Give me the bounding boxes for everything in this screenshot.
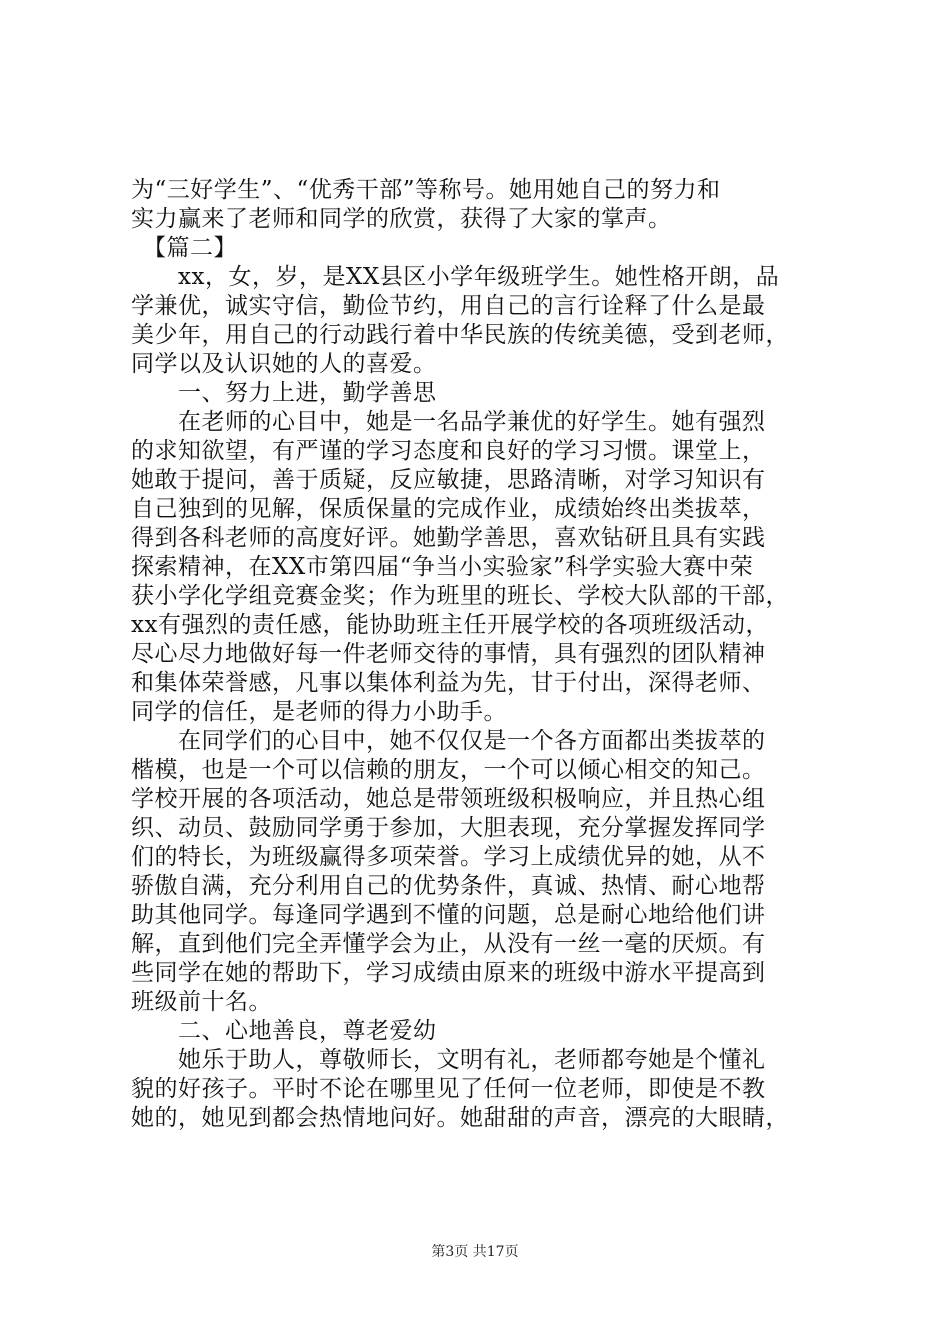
text-line: 为“三好学生”、“优秀干部”等称号。她用她自己的努力和	[131, 177, 721, 203]
text-line: 美少年，用自己的行动践行着中华民族的传统美德，受到老师，	[131, 322, 789, 348]
subsection-heading: 一、努力上进，勤学善思	[131, 380, 437, 406]
text-line: 在老师的心目中，她是一名品学兼优的好学生。她有强烈	[131, 409, 766, 435]
document-body	[131, 176, 831, 1133]
text-line: 和集体荣誉感，凡事以集体利益为先，甘于付出，深得老师、	[131, 670, 766, 696]
text-line: 得到各科老师的高度好评。她勤学善思，喜欢钻研且具有实践	[131, 525, 766, 551]
section-heading: 【篇二】	[131, 235, 237, 261]
text-line: 同学以及认识她的人的喜爱。	[131, 351, 437, 377]
text-line: 班级前十名。	[131, 989, 272, 1015]
text-line: 貌的好孩子。平时不论在哪里见了任何一位老师，即使是不教	[131, 1076, 766, 1102]
text-line: 助其他同学。每逢同学遇到不懂的问题，总是耐心地给他们讲	[131, 902, 766, 928]
text-line: 们的特长，为班级赢得多项荣誉。学习上成绩优异的她，从不	[131, 844, 766, 870]
text-line: 她敢于提问，善于质疑，反应敏捷，思路清晰，对学习知识有	[131, 467, 766, 493]
subsection-heading: 二、心地善良，尊老爱幼	[131, 1018, 437, 1044]
text-line: 探索精神，在XX市第四届“争当小实验家”科学实验大赛中荣	[131, 554, 754, 580]
text-line: 实力赢来了老师和同学的欣赏，获得了大家的掌声。	[131, 206, 672, 232]
text-line: 她的，她见到都会热情地问好。她甜甜的声音，漂亮的大眼睛，	[131, 1105, 789, 1131]
text-line: 学校开展的各项活动，她总是带领班级积极响应，并且热心组	[131, 786, 766, 812]
text-line: 解，直到他们完全弄懂学会为止，从没有一丝一毫的厌烦。有	[131, 931, 766, 957]
text-line: 织、动员、鼓励同学勇于参加，大胆表现，充分掌握发挥同学	[131, 815, 766, 841]
text-line: xx，女，岁，是XX县区小学年级班学生。她性格开朗，品	[131, 264, 780, 290]
text-line: 她乐于助人，尊敬师长，文明有礼，老师都夸她是个懂礼	[131, 1047, 766, 1073]
page-number-label: 第3页 共17页	[431, 1244, 519, 1260]
text-line: 同学的信任，是老师的得力小助手。	[131, 699, 507, 725]
text-line: 楷模，也是一个可以信赖的朋友，一个可以倾心相交的知己。	[131, 757, 766, 783]
page-footer	[0, 1243, 950, 1261]
text-line: 的求知欲望，有严谨的学习态度和良好的学习习惯。课堂上，	[131, 438, 766, 464]
text-line: 骄傲自满，充分利用自己的优势条件，真诚、热情、耐心地帮	[131, 873, 766, 899]
text-line: 尽心尽力地做好每一件老师交待的事情，具有强烈的团队精神	[131, 641, 766, 667]
text-line: xx有强烈的责任感，能协助班主任开展学校的各项班级活动，	[131, 612, 769, 638]
text-line: 在同学们的心目中，她不仅仅是一个各方面都出类拔萃的	[131, 728, 766, 754]
text-line: 获小学化学组竞赛金奖；作为班里的班长、学校大队部的干部，	[131, 583, 789, 609]
text-line: 学兼优，诚实守信，勤俭节约，用自己的言行诠释了什么是最	[131, 293, 766, 319]
text-line: 些同学在她的帮助下，学习成绩由原来的班级中游水平提高到	[131, 960, 766, 986]
text-line: 自己独到的见解，保质保量的完成作业，成绩始终出类拔萃，	[131, 496, 766, 522]
